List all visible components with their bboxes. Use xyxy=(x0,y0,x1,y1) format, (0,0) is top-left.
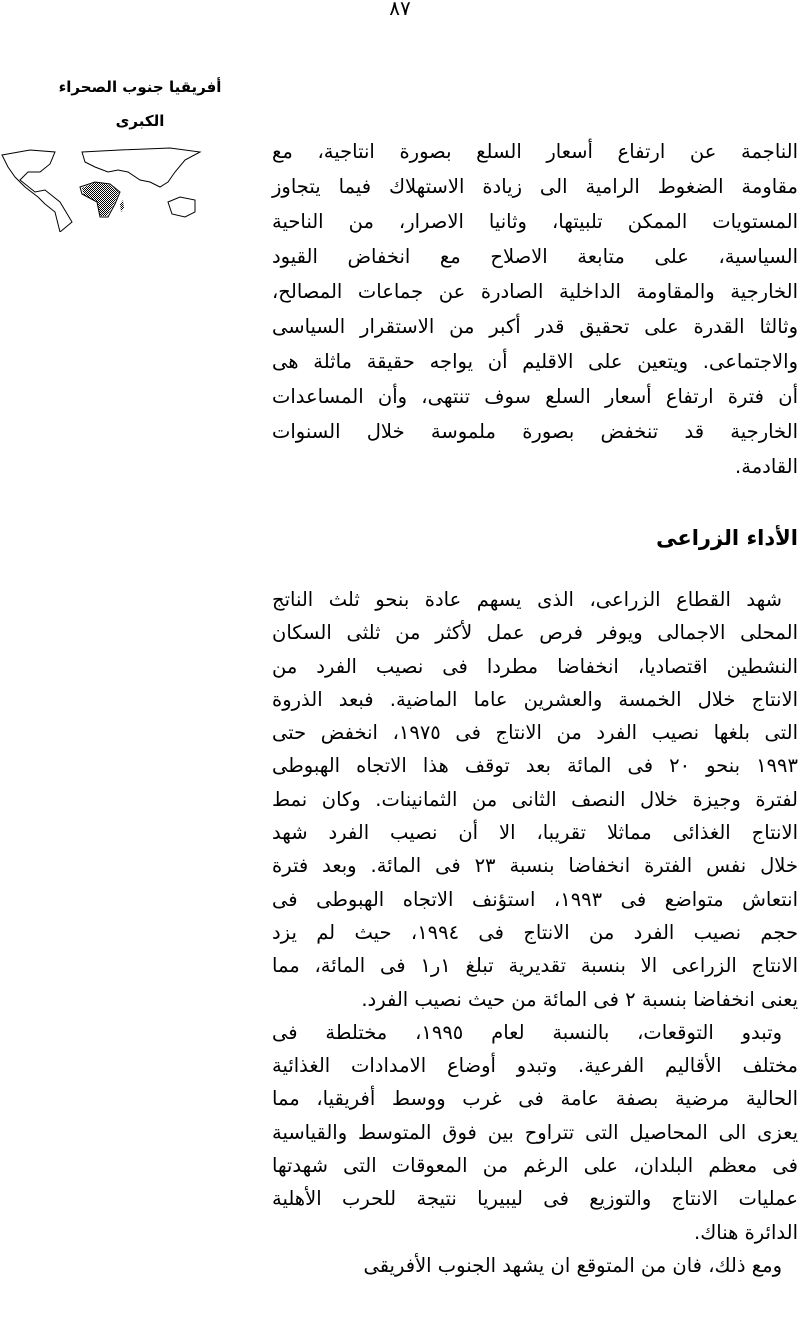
text-line: مختلف الأقاليم الفرعية. وتبدو أوضاع الامدادات الغذائية xyxy=(272,1054,798,1078)
text-line: أن فترة ارتفاع أسعار السلع سوف تنتهى، وأن المساعدات xyxy=(272,385,798,408)
text-line: السياسية، على متابعة الاصلاح مع انخفاض القيود xyxy=(272,245,798,268)
text-line: حجم نصيب الفرد من الانتاج فى ١٩٩٤، حيث لم يزد xyxy=(272,920,799,944)
paragraph-agricultural-performance xyxy=(272,583,798,1282)
text-line: فى معظم البلدان، على الرغم من المعوقات التى شهدتها xyxy=(272,1154,798,1178)
text-line: الخارجية قد تنخفض بصورة ملموسة خلال السنوات xyxy=(272,420,798,443)
region-title-line2: الكبرى xyxy=(115,112,165,130)
text-line: وتبدو التوقعات، بالنسبة لعام ١٩٩٥، مختلطة فى xyxy=(272,1020,782,1044)
text-line: الخارجية والمقاومة الداخلية الصادرة عن جماعات المصالح، xyxy=(272,280,798,303)
text-line: انتعاش متواضع فى ١٩٩٣، استؤنف الاتجاه الهبوطى فى xyxy=(272,887,799,911)
world-map-sub-saharan-africa-highlight xyxy=(0,142,210,232)
text-line: الانتاج الغذائى مماثلا تقريبا، الا أن نصيب الفرد شهد xyxy=(272,821,798,845)
text-line: الانتاج الزراعى الا بنسبة تقديرية تبلغ ١ر١ فى المائة، مما xyxy=(272,954,798,978)
text-line: يعنى انخفاضا بنسبة ٢ فى المائة من حيث نصيب الفرد. xyxy=(361,987,798,1011)
text-line: المستويات الممكن تلبيتها، وثانيا الاصرار، من الناحية xyxy=(272,210,798,233)
text-line: الناجمة عن ارتفاع أسعار السلع بصورة انتاجية، مع xyxy=(272,140,798,163)
text-line: التى بلغها نصيب الفرد من الانتاج فى ١٩٧٥، انخفض حتى xyxy=(272,721,798,745)
region-sidebar xyxy=(0,70,250,138)
text-line: الانتاج خلال الخمسة والعشرين عاما الماضية. فبعد الذروة xyxy=(272,687,798,711)
text-line: ١٩٩٣ بنحو ٢٠ فى المائة بعد توقف هذا الاتجاه الهبوطى xyxy=(272,754,798,778)
text-line: يعزى الى المحاصيل التى تتراوح بين فوق المتوسط والقياسية xyxy=(272,1120,798,1144)
section-heading: الأداء الزراعى xyxy=(656,526,798,550)
text-line: الحالية مرضية بصفة عامة فى غرب ووسط أفريقيا، مما xyxy=(272,1087,798,1111)
region-title-line1: أفريقيا جنوب الصحراء xyxy=(58,78,222,96)
text-line: الدائرة هناك. xyxy=(694,1220,798,1244)
text-line: وثالثا القدرة على تحقيق قدر أكبر من الاستقرار السياسى xyxy=(272,315,798,338)
text-line: والاجتماعى. ويتعين على الاقليم أن يواجه حقيقة ماثلة هى xyxy=(272,350,798,373)
text-line: ومع ذلك، فان من المتوقع ان يشهد الجنوب الأفريقى xyxy=(363,1253,782,1277)
page-number: ٨٧ xyxy=(389,0,411,20)
text-line: شهد القطاع الزراعى، الذى يسهم عادة بنحو ثلث الناتج xyxy=(272,588,782,611)
text-line: المحلى الاجمالى ويوفر فرص عمل لأكثر من ثلثى السكان xyxy=(272,621,798,645)
text-line: عمليات الانتاج والتوزيع فى ليبيريا نتيجة للحرب الأهلية xyxy=(272,1187,798,1211)
text-line: النشطين اقتصاديا، انخفاضا مطردا فى نصيب الفرد من xyxy=(272,654,798,678)
text-line: خلال نفس الفترة انخفاضا بنسبة ٢٣ فى المائة. وبعد فترة xyxy=(272,854,798,878)
text-line: مقاومة الضغوط الرامية الى زيادة الاستهلاك فيما يتجاوز xyxy=(272,175,798,198)
paragraph-continued xyxy=(272,134,798,484)
text-line: القادمة. xyxy=(735,455,798,478)
text-line: لفترة وجيزة خلال النصف الثانى من الثمانينات. وكان نمط xyxy=(272,787,798,811)
